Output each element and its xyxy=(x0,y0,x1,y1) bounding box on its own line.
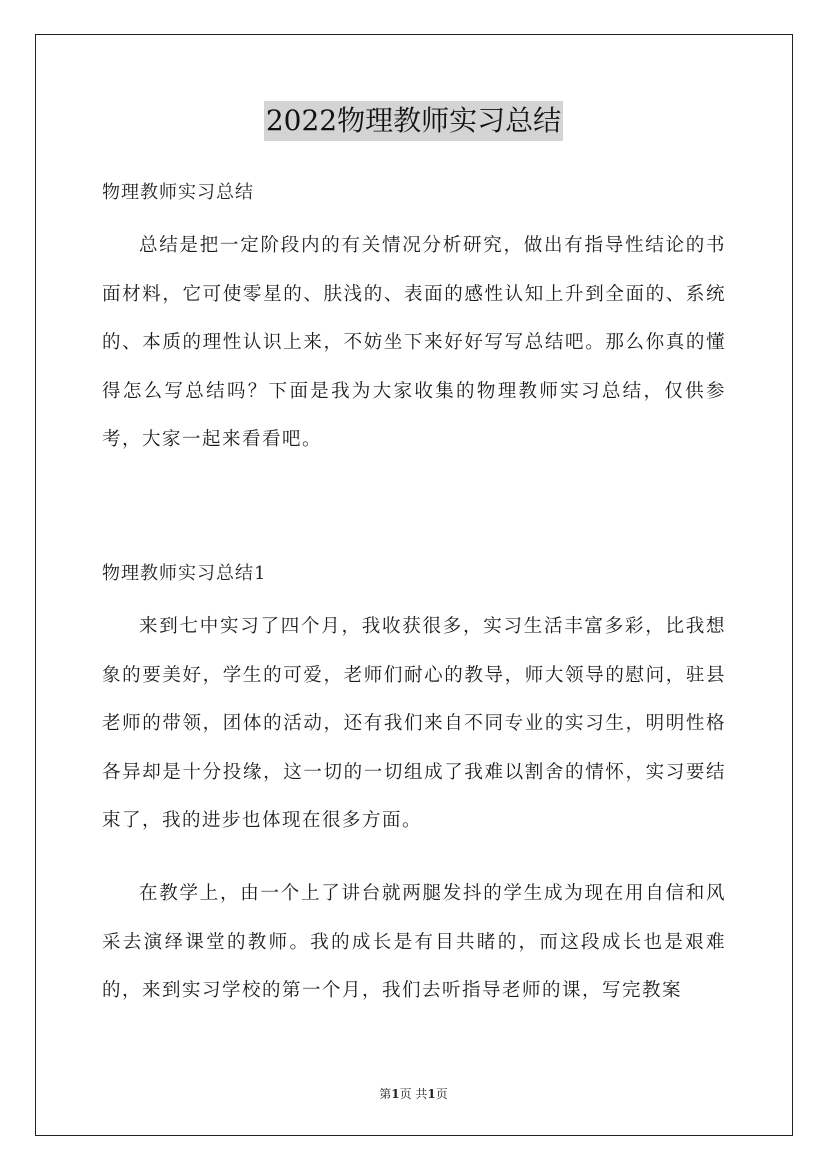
body-paragraph-2: 在教学上，由一个上了讲台就两腿发抖的学生成为现在用自信和风采去演绎课堂的教师。我的成长是有目共睹的，而这段成长也是艰难的，来到实习学校的第一个月，我们去听指导老师的课，写完教案 xyxy=(102,883,726,1001)
body-paragraph-1: 来到七中实习了四个月，我收获很多，实习生活丰富多彩，比我想象的要美好，学生的可爱，老师们耐心的教导，师大领导的慰问，驻县老师的带领，团体的活动，还有我们来自不同专业的实习生，明明性格各异却是十分投缘，这一切的一切组成了我难以割舍的情怀，实习要结束了，我的进步也体现在很多方面。 xyxy=(102,616,726,831)
section-heading-1: 物理教师实习总结1 xyxy=(102,563,267,584)
document-title: 2022物理教师实习总结 xyxy=(264,101,563,141)
page-footer xyxy=(0,1085,827,1102)
footer-page-prefix: 第 xyxy=(379,1087,392,1101)
footer-page-mid: 页 共 xyxy=(399,1087,428,1101)
footer-page-suffix: 页 xyxy=(435,1087,448,1101)
intro-paragraph: 总结是把一定阶段内的有关情况分析研究，做出有指导性结论的书面材料，它可使零星的、肤浅的、表面的感性认知上升到全面的、系统的、本质的理性认识上来，不妨坐下来好好写写总结吧。那么你真的懂得怎么写总结吗？下面是我为大家收集的物理教师实习总结，仅供参考，大家一起来看看吧。 xyxy=(102,235,726,450)
intro-heading: 物理教师实习总结 xyxy=(102,182,254,203)
footer-page-number: 1 xyxy=(391,1087,400,1101)
title-container xyxy=(0,101,827,141)
footer-total-pages: 1 xyxy=(427,1087,436,1101)
